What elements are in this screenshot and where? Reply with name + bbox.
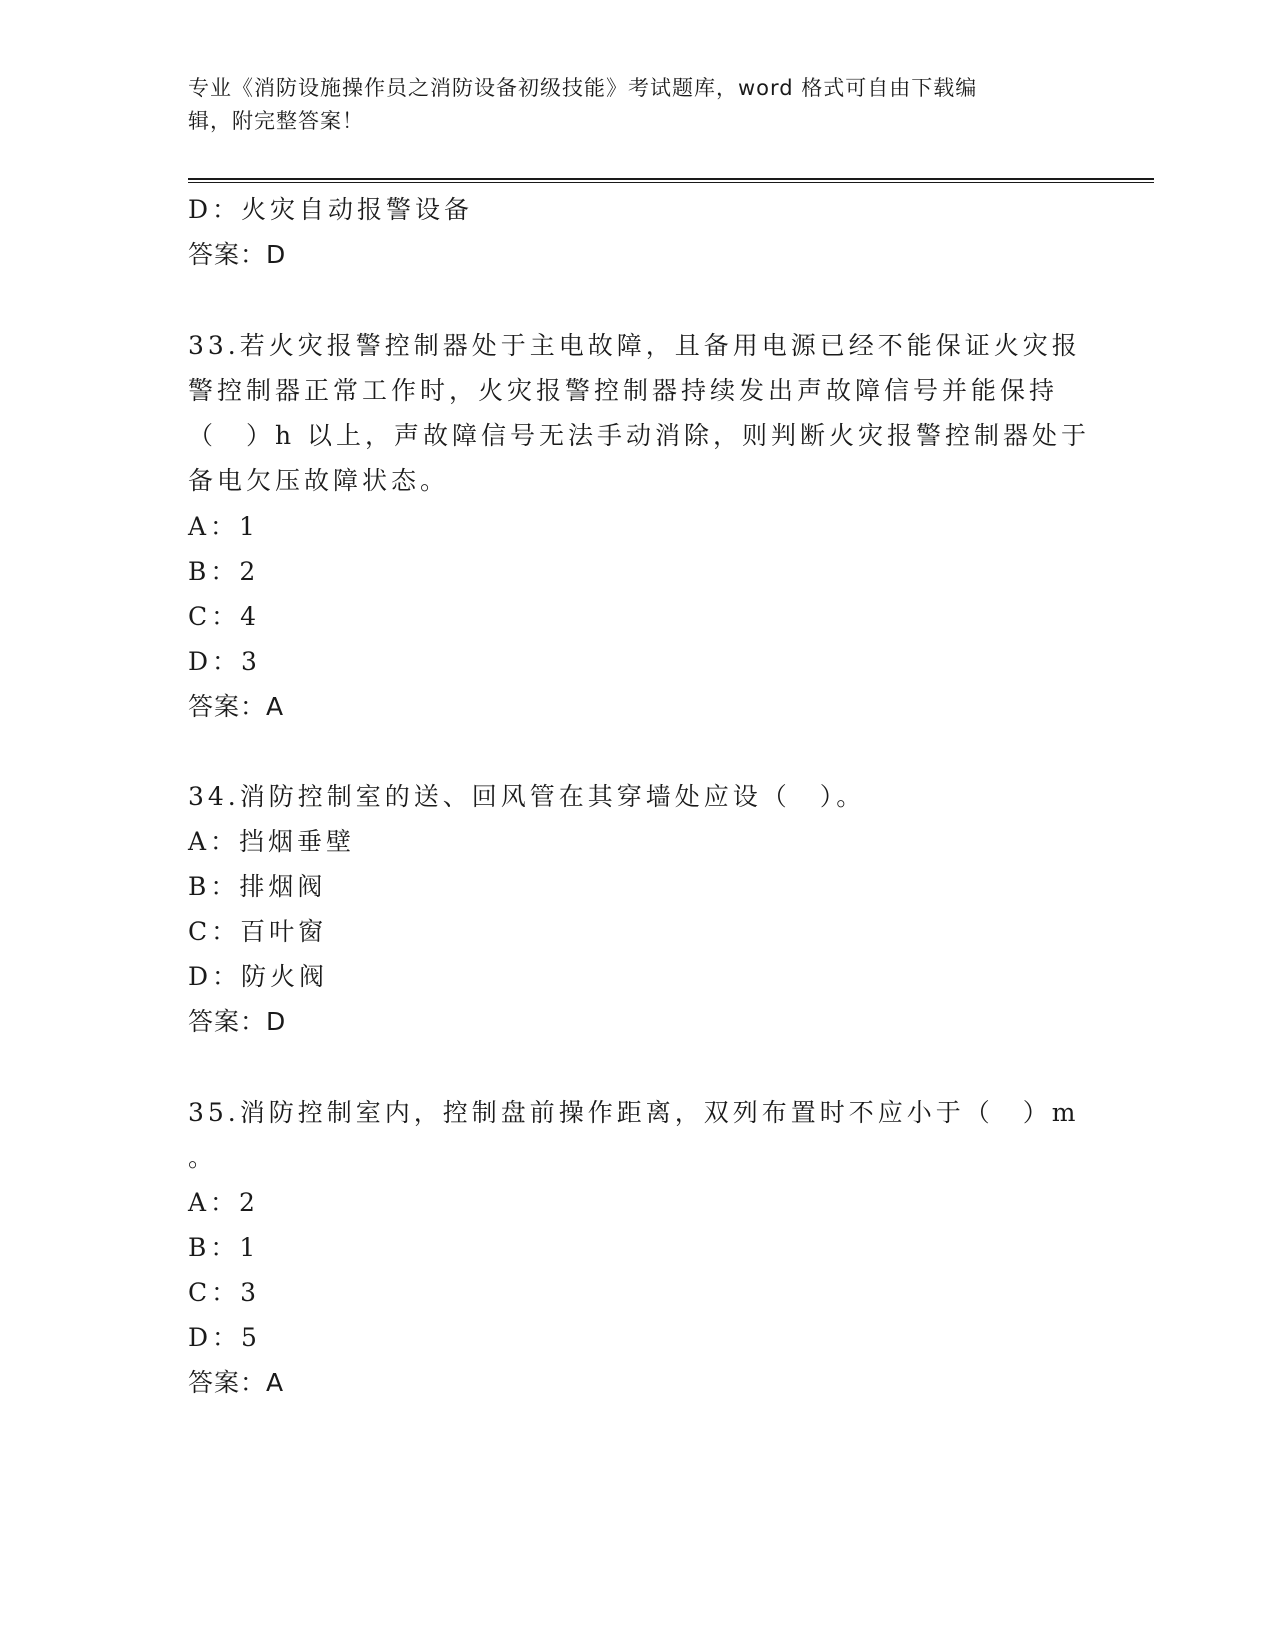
- q33-stem-line-3: （ ）h 以上，声故障信号无法手动消除，则判断火灾报警控制器处于: [188, 421, 1091, 450]
- q33-option-a: A：1: [188, 512, 259, 541]
- q35-option-c: C：3: [188, 1278, 261, 1307]
- q33-stem-line-2: 警控制器正常工作时，火灾报警控制器持续发出声故障信号并能保持: [188, 376, 1059, 405]
- q35-option-a: A：2: [188, 1188, 259, 1217]
- q34-option-b: B：排烟阀: [188, 872, 327, 901]
- q34-option-c: C：百叶窗: [188, 917, 328, 946]
- q35-answer: 答案：A: [188, 1368, 285, 1397]
- header-line-1: 专业《消防设施操作员之消防设备初级技能》考试题库，word 格式可自由下载编: [188, 76, 978, 100]
- q32-answer: 答案：D: [188, 240, 287, 269]
- q35-stem-line-2: 。: [188, 1143, 218, 1172]
- q33-stem-line-4: 备电欠压故障状态。: [188, 466, 450, 495]
- q35-option-d: D：5: [188, 1323, 261, 1352]
- header-divider-thin: [188, 182, 1154, 183]
- q35-stem-line-1: 35.消防控制室内，控制盘前操作距离，双列布置时不应小于（ ）m: [188, 1098, 1080, 1127]
- q33-option-d: D：3: [188, 647, 261, 676]
- q33-option-c: C：4: [188, 602, 261, 631]
- header-line-2: 辑，附完整答案！: [188, 109, 364, 133]
- header-divider-thick: [188, 178, 1154, 180]
- document-header: [188, 72, 1088, 138]
- q33-stem-line-1: 33.若火灾报警控制器处于主电故障，且备用电源已经不能保证火灾报: [188, 331, 1081, 360]
- q32-option-d: D：火灾自动报警设备: [188, 195, 474, 224]
- q33-answer: 答案：A: [188, 692, 285, 721]
- q34-option-a: A：挡烟垂壁: [188, 827, 356, 856]
- q35-option-b: B：1: [188, 1233, 260, 1262]
- q33-option-b: B：2: [188, 557, 260, 586]
- q34-answer: 答案：D: [188, 1007, 287, 1036]
- q34-option-d: D：防火阀: [188, 962, 329, 991]
- q34-stem-line-1: 34.消防控制室的送、回风管在其穿墙处应设（ ）。: [188, 782, 866, 811]
